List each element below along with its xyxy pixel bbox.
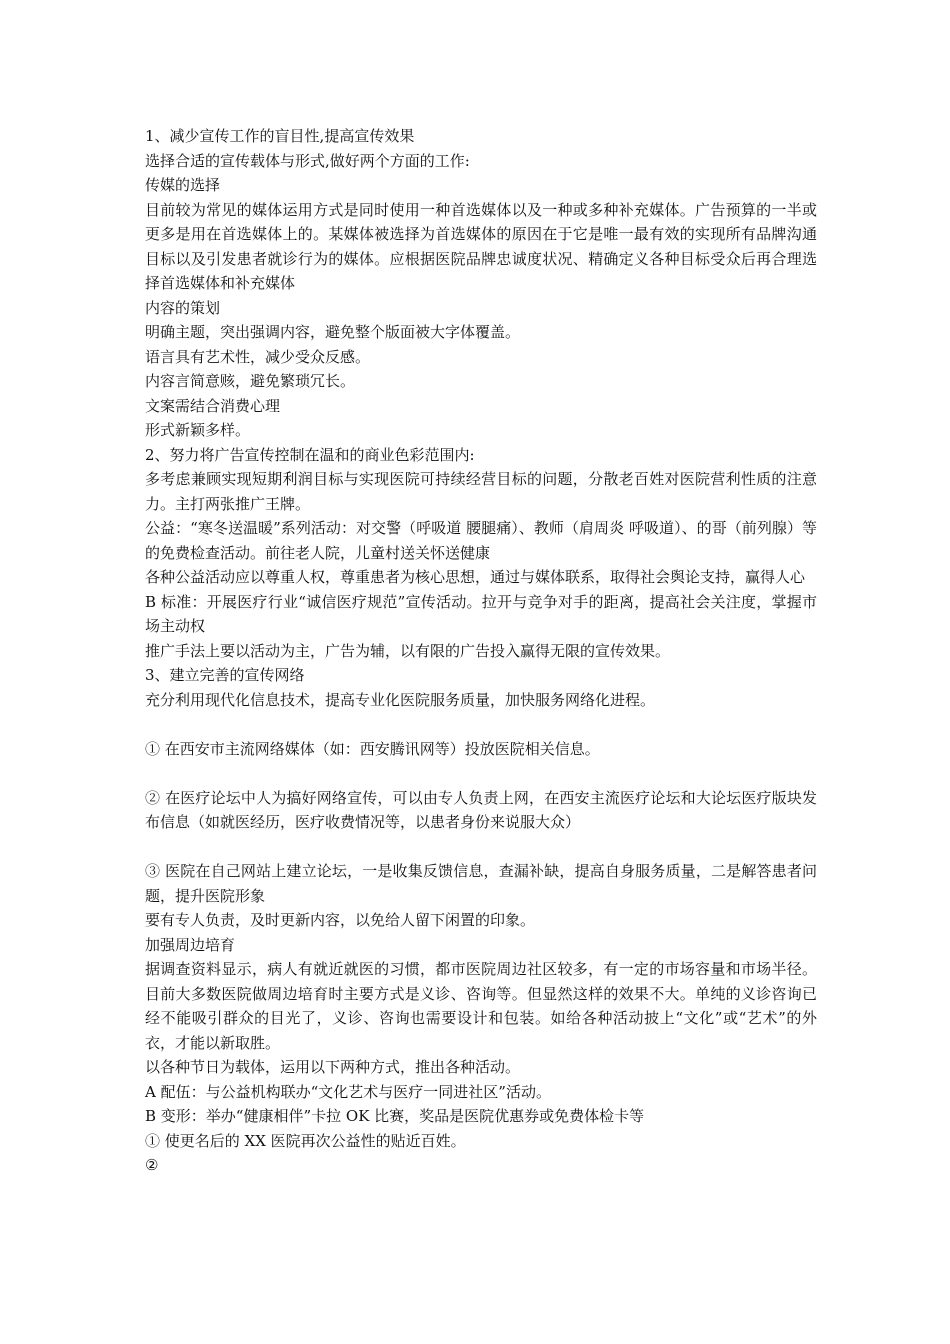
- paragraph: A 配伍：与公益机构联办“文化艺术与医疗一同进社区”活动。: [145, 1082, 551, 1101]
- heading-2: 2、努力将广告宣传控制在温和的商业色彩范围内:: [145, 445, 475, 464]
- paragraph: B 标准：开展医疗行业“诚信医疗规范”宣传活动。拉开与竞争对手的距离，提高社会关注度，掌握市场主动权: [145, 592, 817, 635]
- paragraph: 公益：“寒冬送温暖”系列活动：对交警（呼吸道 腰腿痛）、教师（肩周炎 呼吸道）、的哥（前列腺）等的免费检查活动。前往老人院，儿童村送关怀送健康: [145, 519, 817, 562]
- paragraph: 各种公益活动应以尊重人权，尊重患者为核心思想，通过与媒体联系，取得社会舆论支持，赢得人心: [145, 568, 806, 586]
- document-body: [145, 124, 817, 1178]
- paragraph: 推广手法上要以活动为主，广告为辅，以有限的广告投入赢得无限的宣传效果。: [145, 641, 671, 660]
- paragraph: 据调查资料显示，病人有就近就医的习惯，都市医院周边社区较多，有一定的市场容量和市场半径。目前大多数医院做周边培育时主要方式是义诊、咨询等。但显然这样的效果不大。单纯的义诊咨询已经不能吸引群众的目光了，义诊、咨询也需要设计和包装。如给各种活动披上“文化”或“艺术”的外衣，才能以新取胜。: [145, 960, 817, 1052]
- heading-3: 3、建立完善的宣传网络: [145, 666, 305, 684]
- subheading-media-selection: 传媒的选择: [145, 176, 221, 194]
- paragraph: 文案需结合消费心理: [145, 396, 281, 415]
- paragraph: 选择合适的宣传载体与形式,做好两个方面的工作:: [145, 151, 470, 170]
- list-item: ① 使更名后的 XX 医院再次公益性的贴近百姓。: [145, 1131, 466, 1150]
- list-item: ③ 医院在自己网站上建立论坛，一是收集反馈信息，查漏补缺，提高自身服务质量，二是解答患者问题，提升医院形象: [145, 862, 817, 905]
- paragraph: B 变形：举办“健康相伴”卡拉 OK 比赛，奖品是医院优惠券或免费体检卡等: [145, 1107, 645, 1125]
- list-item: ② 在医疗论坛中人为搞好网络宣传，可以由专人负责上网，在西安主流医疗论坛和大论坛医疗版块发布信息（如就医经历，医疗收费情况等，以患者身份来说服大众）: [145, 788, 817, 831]
- blank-line: [145, 712, 817, 737]
- heading-1: 1、减少宣传工作的盲目性,提高宣传效果: [145, 127, 415, 145]
- paragraph: 目前较为常见的媒体运用方式是同时使用一种首选媒体以及一种或多种补充媒体。广告预算的一半或更多是用在首选媒体上的。某媒体被选择为首选媒体的原因在于它是唯一最有效的实现所有品牌沟通目标以及引发患者就诊行为的媒体。应根据医院品牌忠诚度状况、精确定义各种目标受众后再合理选择首选媒体和补充媒体: [145, 200, 817, 292]
- paragraph: 语言具有艺术性，减少受众反感。: [145, 347, 371, 366]
- list-item: ① 在西安市主流网络媒体（如：西安腾讯网等）投放医院相关信息。: [145, 739, 600, 758]
- paragraph: 内容言简意赅，避免繁琐冗长。: [145, 372, 356, 390]
- paragraph: 要有专人负责，及时更新内容，以免给人留下闲置的印象。: [145, 911, 536, 929]
- subheading-content-planning: 内容的策划: [145, 298, 221, 317]
- blank-line: [145, 761, 817, 786]
- list-item: ②: [145, 1156, 159, 1174]
- subheading-surrounding: 加强周边培育: [145, 935, 236, 954]
- blank-line: [145, 835, 817, 860]
- paragraph: 以各种节日为载体，运用以下两种方式，推出各种活动。: [145, 1058, 521, 1076]
- paragraph: 明确主题，突出强调内容，避免整个版面被大字体覆盖。: [145, 323, 521, 341]
- paragraph: 多考虑兼顾实现短期利润目标与实现医院可持续经营目标的问题，分散老百姓对医院营利性质的注意力。主打两张推广王牌。: [145, 470, 817, 513]
- paragraph: 充分利用现代化信息技术，提高专业化医院服务质量，加快服务网络化进程。: [145, 690, 656, 709]
- paragraph: 形式新颖多样。: [145, 421, 251, 439]
